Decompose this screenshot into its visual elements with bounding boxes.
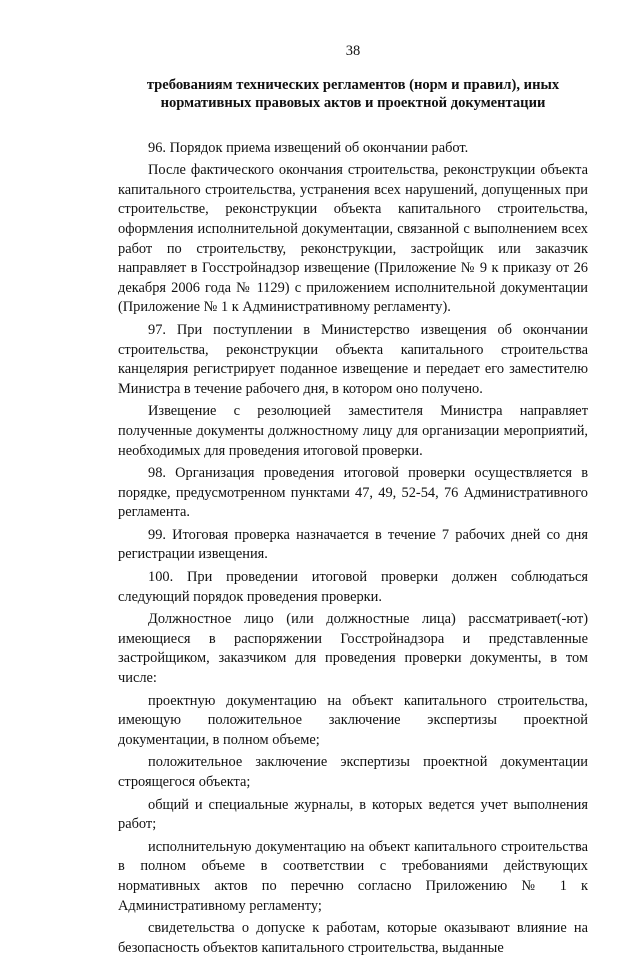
heading-line-1: требованиям технических регламентов (норм и правил), иных	[146, 76, 560, 93]
list-item-executive-docs: исполнительную документацию на объект капитального строительства в полном объеме в соответствии с требованиями действующих нормативных актов по перечню согласно Приложению № 1 к Административному регламенту;	[118, 838, 588, 914]
list-item-project-docs: проектную документацию на объект капитального строительства, имеющую положительное заключение экспертизы проектной документации, в полном объеме;	[118, 692, 588, 748]
heading-line-2: нормативных правовых актов и проектной документации	[160, 95, 546, 112]
page-number: 38	[345, 43, 361, 59]
list-item-certificates: свидетельства о допуске к работам, которые оказывают влияние на безопасность объектов капитального строительства, выданные	[118, 920, 588, 956]
paragraph-96: 96. Порядок приема извещений об окончании работ.	[148, 139, 469, 156]
list-item-expert-conclusion: положительное заключение экспертизы проектной документации строящегося объекта;	[118, 754, 588, 790]
paragraph-97: 97. При поступлении в Министерство извещения об окончании строительства, реконструкции объекта капитального строительства канцелярия регистрирует поданное извещение и передает его заместителю Министра в течение рабочего дня, в котором оно получено.	[118, 321, 588, 397]
list-item-journals: общий и специальные журналы, в которых ведется учет выполнения работ;	[118, 796, 588, 833]
paragraph-98: 98. Организация проведения итоговой проверки осуществляется в порядке, предусмотренном пунктами 47, 49, 52-54, 76 Административного регламента.	[118, 465, 588, 521]
paragraph-99: 99. Итоговая проверка назначается в течение 7 рабочих дней со дня регистрации извещения.	[118, 526, 588, 563]
paragraph-100: 100. При проведении итоговой проверки должен соблюдаться следующий порядок проведения проверки.	[118, 569, 588, 605]
section-heading	[118, 76, 588, 113]
paragraph-97-resolution: Извещение с резолюцией заместителя Министра направляет полученные документы должностному лицу для организации мероприятий, необходимых для проведения итоговой проверки.	[118, 403, 588, 459]
paragraph-100-body: Должностное лицо (или должностные лица) рассматривает(-ют) имеющиеся в распоряжении Госстройнадзора и представленные застройщиком, заказчиком для проведения проверки документы, в том числе:	[118, 611, 588, 687]
paragraph-96-body: После фактического окончания строительства, реконструкции объекта капитального строительства, устранения всех нарушений, допущенных при строительстве, реконструкции объекта капитального строительства, оформления исполнительной документации, связанной с выполнением всех работ по строительству, реконструкции, застройщик или заказчик направляет в Госстройнадзор извещение (Приложение № 9 к приказу от 26 декабря 2006 года № 1129) с приложением исполнительной документации (Приложение № 1 к Административному регламенту).	[118, 162, 588, 316]
